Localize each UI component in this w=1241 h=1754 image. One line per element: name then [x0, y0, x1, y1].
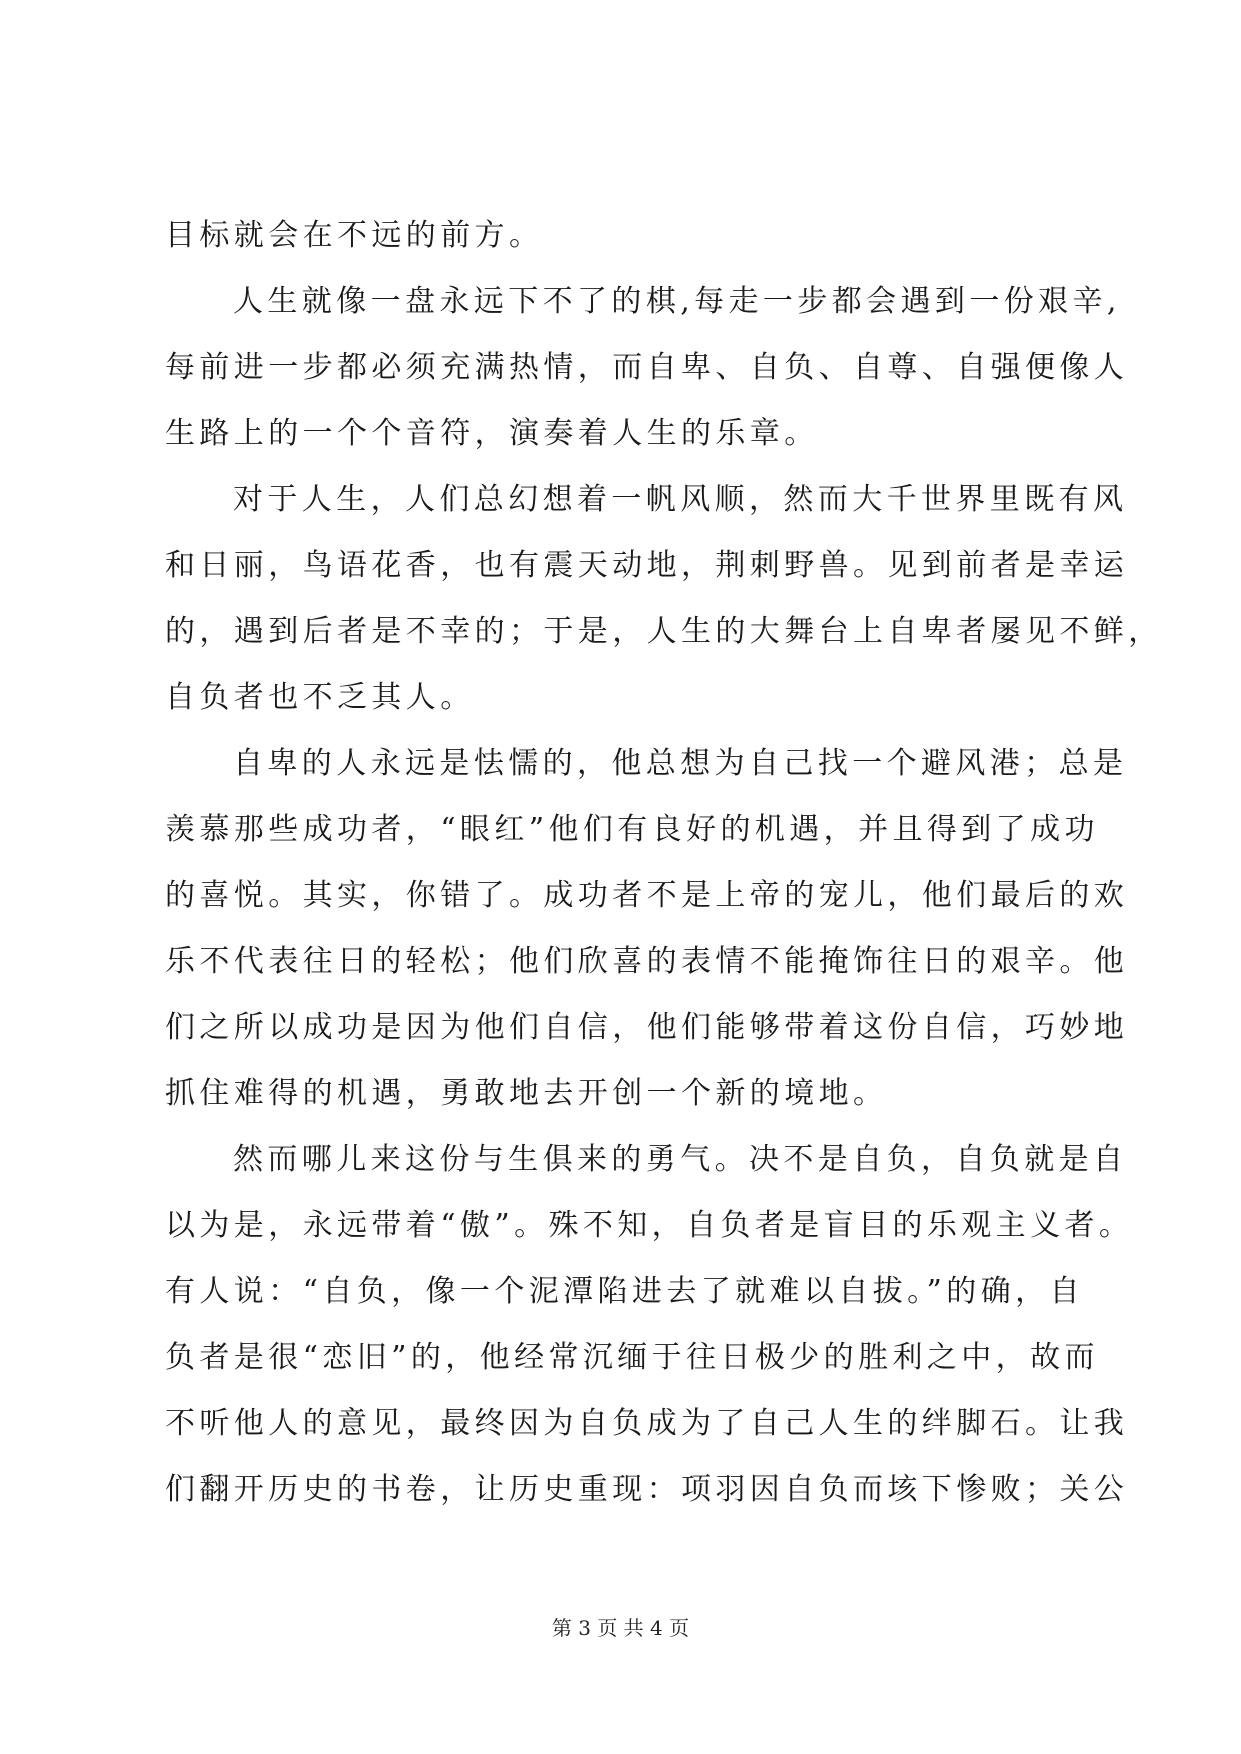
text-line: 自负者也不乏其人。 — [165, 680, 475, 715]
text-line: 生路上的一个个音符，演奏着人生的乐章。 — [165, 416, 819, 451]
text-line: 乐不代表往日的轻松；他们欣喜的表情不能掩饰往日的艰辛。他 — [165, 944, 1129, 979]
text-line: 然而哪儿来这份与生俱来的勇气。决不是自负，自负就是自 — [233, 1142, 1128, 1177]
text-line: 对于人生，人们总幻想着一帆风顺，然而大千世界里既有风 — [233, 482, 1128, 517]
body-text — [165, 203, 1163, 1523]
text-line: 的，遇到后者是不幸的；于是，人生的大舞台上自卑者屡见不鲜， — [165, 614, 1163, 649]
text-line: 的喜悦。其实，你错了。成功者不是上帝的宠儿，他们最后的欢 — [165, 878, 1129, 913]
text-line: 羡慕那些成功者，“眼红”他们有良好的机遇，并且得到了成功 — [165, 812, 1099, 847]
text-line: 人生就像一盘永远下不了的棋,每走一步都会遇到一份艰辛, — [233, 284, 1121, 319]
text-line: 以为是，永远带着“傲”。殊不知，自负者是盲目的乐观主义者。 — [165, 1208, 1134, 1243]
text-line: 每前进一步都必须充满热情，而自卑、自负、自尊、自强便像人 — [165, 350, 1129, 385]
text-line: 有人说：“自负，像一个泥潭陷进去了就难以自拔。”的确，自 — [165, 1274, 1084, 1309]
text-line: 们翻开历史的书卷，让历史重现：项羽因自负而垓下惨败；关公 — [165, 1472, 1129, 1507]
page-number-label: 第 3 页 共 4 页 — [551, 1616, 690, 1640]
text-line: 自卑的人永远是怯懦的，他总想为自己找一个避风港；总是 — [233, 746, 1128, 781]
text-line: 目标就会在不远的前方。 — [165, 218, 544, 253]
text-line: 负者是很“恋旧”的，他经常沉缅于往日极少的胜利之中，故而 — [165, 1340, 1099, 1375]
page-footer — [0, 1612, 1241, 1641]
text-line: 不听他人的意见，最终因为自负成为了自己人生的绊脚石。让我 — [165, 1406, 1129, 1441]
text-line: 和日丽，鸟语花香，也有震天动地，荆刺野兽。见到前者是幸运 — [165, 548, 1129, 583]
text-line: 抓住难得的机遇，勇敢地去开创一个新的境地。 — [165, 1076, 888, 1111]
text-line: 们之所以成功是因为他们自信，他们能够带着这份自信，巧妙地 — [165, 1010, 1129, 1045]
